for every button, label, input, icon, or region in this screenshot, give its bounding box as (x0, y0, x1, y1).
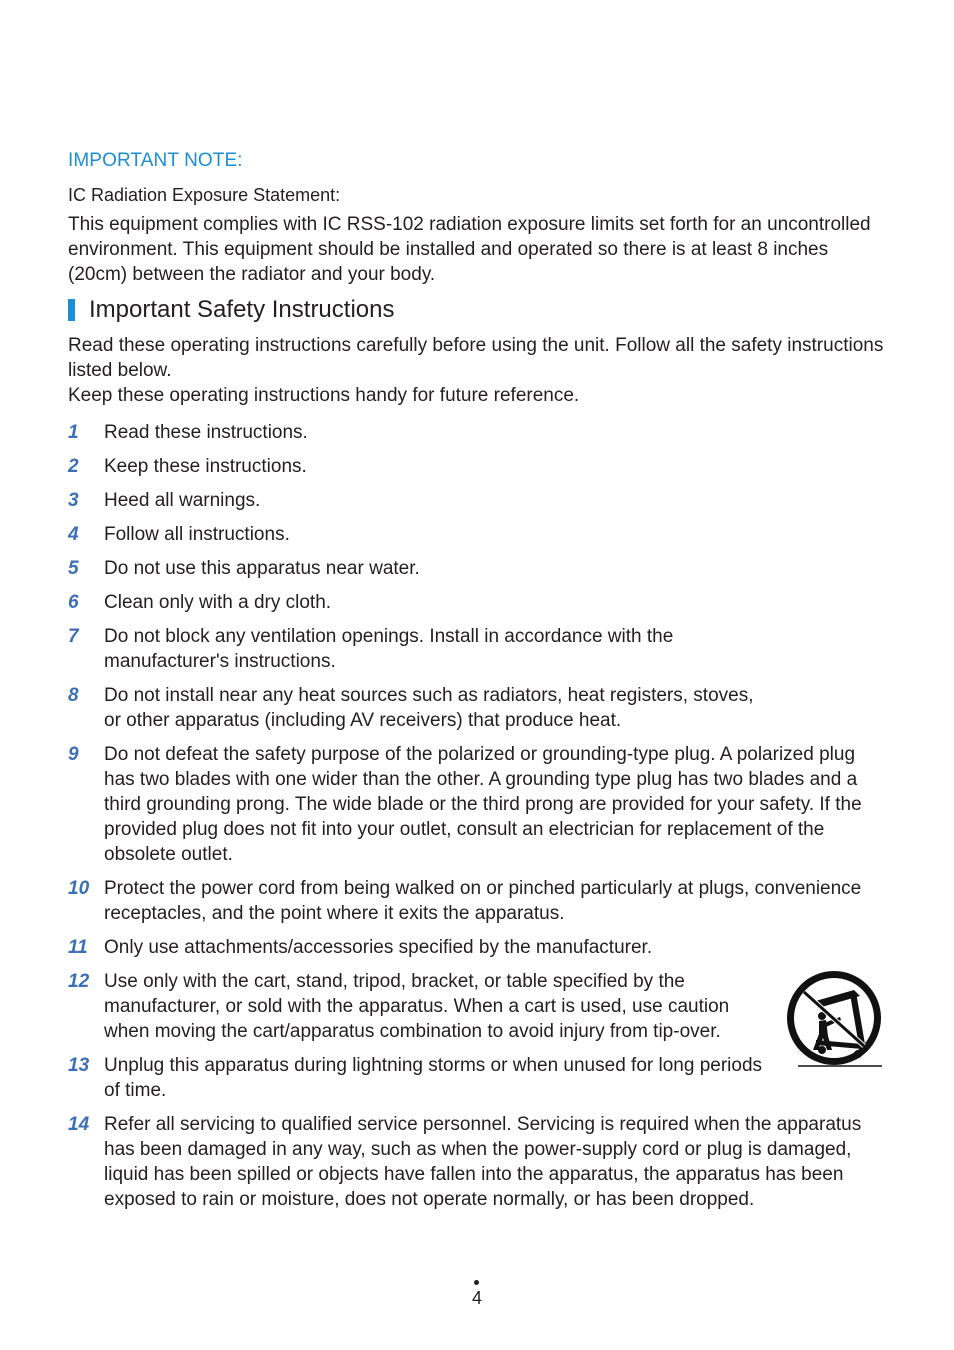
list-item (68, 683, 888, 733)
item-number: 10 (68, 878, 90, 899)
list-item (68, 935, 888, 960)
item-text: Do not install near any heat sources such as radiators, heat registers, stoves, or other apparatus (including AV receivers) that produce heat. (104, 685, 754, 731)
list-item (68, 1053, 888, 1103)
list-item (68, 969, 888, 1044)
list-item (68, 420, 888, 445)
page-number: 4 (471, 1288, 482, 1308)
item-number: 2 (68, 456, 79, 477)
ic-statement-heading: IC Radiation Exposure Statement: (68, 185, 341, 205)
item-text: Unplug this apparatus during lightning storms or when unused for long periods of time. (104, 1055, 763, 1101)
list-item (68, 556, 888, 581)
item-text: Protect the power cord from being walked on or pinched particularly at plugs, convenience receptacles, and the point where it exits the apparatus. (104, 878, 862, 924)
item-text: Clean only with a dry cloth. (104, 592, 332, 613)
item-text: Do not block any ventilation openings. Install in accordance with the manufacturer's instructions. (104, 626, 674, 672)
list-item (68, 522, 888, 547)
list-item (68, 876, 888, 926)
item-text: Do not defeat the safety purpose of the polarized or grounding-type plug. A polarized plug has two blades with one wider than the other. A grounding type plug has two blades and a third grounding prong. The wide blade or the third prong are provided for your safety. If the provided plug does not fit into your outlet, consult an electrician for replacement of the obsolete outlet. (104, 744, 862, 865)
item-text: Heed all warnings. (104, 490, 261, 511)
list-item (68, 454, 888, 479)
list-item (68, 1112, 888, 1212)
item-number: 1 (68, 422, 79, 443)
cart-tip-over-warning-icon (786, 970, 886, 1068)
item-text: Do not use this apparatus near water. (104, 558, 420, 579)
item-text: Read these instructions. (104, 422, 308, 443)
section-title-text: Important Safety Instructions (89, 296, 395, 323)
page-marker-dot (474, 1280, 479, 1285)
item-number: 6 (68, 592, 79, 613)
item-number: 5 (68, 558, 79, 579)
item-number: 9 (68, 744, 79, 765)
item-number: 3 (68, 490, 79, 511)
item-number: 4 (68, 524, 79, 545)
item-text: Only use attachments/accessories specified by the manufacturer. (104, 937, 653, 958)
intro-paragraph: Read these operating instructions carefully before using the unit. Follow all the safety instructions listed below. (68, 335, 884, 381)
list-item (68, 488, 888, 513)
safety-instructions-list (68, 420, 888, 1221)
list-item (68, 590, 888, 615)
important-note-label: IMPORTANT NOTE: (68, 150, 243, 171)
safety-intro (68, 333, 888, 408)
item-text: Follow all instructions. (104, 524, 290, 545)
item-number: 8 (68, 685, 79, 706)
list-item (68, 624, 888, 674)
ic-statement-body: This equipment complies with IC RSS-102 radiation exposure limits set forth for an uncontrolled environment. This equipment should be installed and operated so there is at least 8 inches (20cm) between the radiator and your body. (68, 214, 871, 285)
item-number: 13 (68, 1055, 90, 1076)
title-accent-bar (68, 299, 75, 321)
list-item (68, 742, 888, 867)
item-number: 11 (68, 937, 88, 958)
item-text: Refer all servicing to qualified service personnel. Servicing is required when the apparatus has been damaged in any way, such as when the power-supply cord or plug is damaged, liquid has been spilled or objects have fallen into the apparatus, the apparatus has been exposed to rain or moisture, does not operate normally, or has been dropped. (104, 1114, 862, 1210)
item-number: 7 (68, 626, 79, 647)
item-number: 12 (68, 971, 90, 992)
item-number: 14 (68, 1114, 90, 1135)
intro-paragraph: Keep these operating instructions handy for future reference. (68, 385, 580, 406)
section-title (68, 296, 394, 324)
item-text: Keep these instructions. (104, 456, 307, 477)
item-text: Use only with the cart, stand, tripod, bracket, or table specified by the manufacturer, or sold with the apparatus. When a cart is used, use caution when moving the cart/apparatus combination to avoid injury from tip-over. (104, 971, 730, 1042)
